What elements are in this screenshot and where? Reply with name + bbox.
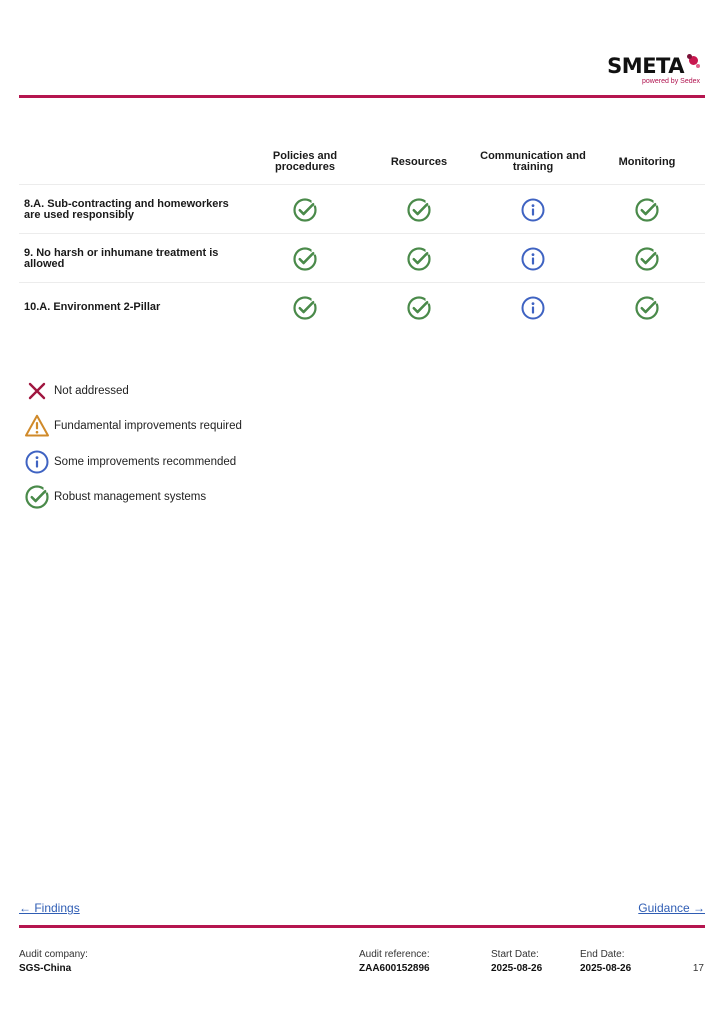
logo-tagline: powered by Sedex bbox=[642, 78, 700, 85]
column-header-policies: Policies and procedures bbox=[272, 150, 338, 173]
row-label: 10.A. Environment 2-Pillar bbox=[24, 301, 161, 314]
status-cell bbox=[248, 185, 362, 234]
info-circle-icon bbox=[24, 449, 50, 475]
matrix-row bbox=[19, 282, 705, 331]
legend-item bbox=[24, 480, 242, 516]
status-cell bbox=[362, 185, 476, 234]
legend-item bbox=[24, 409, 242, 445]
status-cell bbox=[590, 234, 704, 283]
legend-label: Not addressed bbox=[54, 384, 129, 397]
audit-company-value: SGS-China bbox=[19, 963, 72, 974]
assessment-matrix bbox=[19, 140, 705, 331]
logo-dot bbox=[696, 64, 700, 68]
row-label: 9. No harsh or inhumane treatment is allowed bbox=[24, 247, 219, 270]
guidance-link[interactable]: Guidance → bbox=[638, 901, 705, 915]
status-cell bbox=[248, 234, 362, 283]
status-cell bbox=[590, 185, 704, 234]
audit-company-label: Audit company: bbox=[19, 949, 88, 960]
row-label: 8.A. Sub-contracting and homeworkers are used responsibly bbox=[24, 198, 229, 221]
footer-divider bbox=[19, 925, 705, 928]
status-cell bbox=[476, 234, 590, 283]
check-circle-icon bbox=[634, 295, 660, 321]
matrix-header-row bbox=[19, 140, 705, 184]
cross-icon bbox=[24, 378, 50, 404]
column-header-resources: Resources bbox=[390, 155, 448, 168]
start-date-label: Start Date: bbox=[491, 949, 539, 960]
legend-label: Some improvements recommended bbox=[54, 455, 237, 468]
status-legend bbox=[24, 373, 242, 515]
end-date-label: End Date: bbox=[580, 949, 625, 960]
legend-item bbox=[24, 373, 242, 409]
info-circle-icon bbox=[520, 246, 546, 272]
info-circle-icon bbox=[520, 197, 546, 223]
status-cell bbox=[476, 185, 590, 234]
logo-dot bbox=[687, 54, 692, 59]
matrix-row bbox=[19, 184, 705, 233]
check-circle-icon bbox=[292, 197, 318, 223]
status-cell bbox=[362, 283, 476, 332]
check-circle-icon bbox=[406, 246, 432, 272]
check-circle-icon bbox=[406, 197, 432, 223]
status-cell bbox=[362, 234, 476, 283]
warning-triangle-icon bbox=[24, 413, 50, 439]
column-header-communication: Communication and training bbox=[480, 150, 586, 173]
smeta-logo bbox=[590, 54, 700, 88]
check-circle-icon bbox=[634, 246, 660, 272]
legend-item bbox=[24, 444, 242, 480]
start-date-value: 2025-08-26 bbox=[491, 963, 543, 974]
column-header-monitoring: Monitoring bbox=[618, 155, 676, 168]
status-cell bbox=[476, 283, 590, 332]
check-circle-icon bbox=[634, 197, 660, 223]
check-circle-icon bbox=[292, 295, 318, 321]
legend-label: Fundamental improvements required bbox=[54, 420, 242, 433]
check-circle-icon bbox=[292, 246, 318, 272]
audit-reference-label: Audit reference: bbox=[359, 949, 430, 960]
end-date-value: 2025-08-26 bbox=[580, 963, 632, 974]
page-number: 17 bbox=[692, 963, 704, 974]
status-cell bbox=[248, 283, 362, 332]
findings-link[interactable]: ← Findings bbox=[19, 901, 80, 915]
legend-label: Robust management systems bbox=[54, 491, 207, 504]
logo-wordmark: SMETA bbox=[607, 54, 684, 78]
audit-reference-value: ZAA600152896 bbox=[359, 963, 430, 974]
matrix-row bbox=[19, 233, 705, 282]
check-circle-icon bbox=[406, 295, 432, 321]
status-cell bbox=[590, 283, 704, 332]
info-circle-icon bbox=[520, 295, 546, 321]
check-circle-icon bbox=[24, 484, 50, 510]
header-divider bbox=[19, 95, 705, 98]
